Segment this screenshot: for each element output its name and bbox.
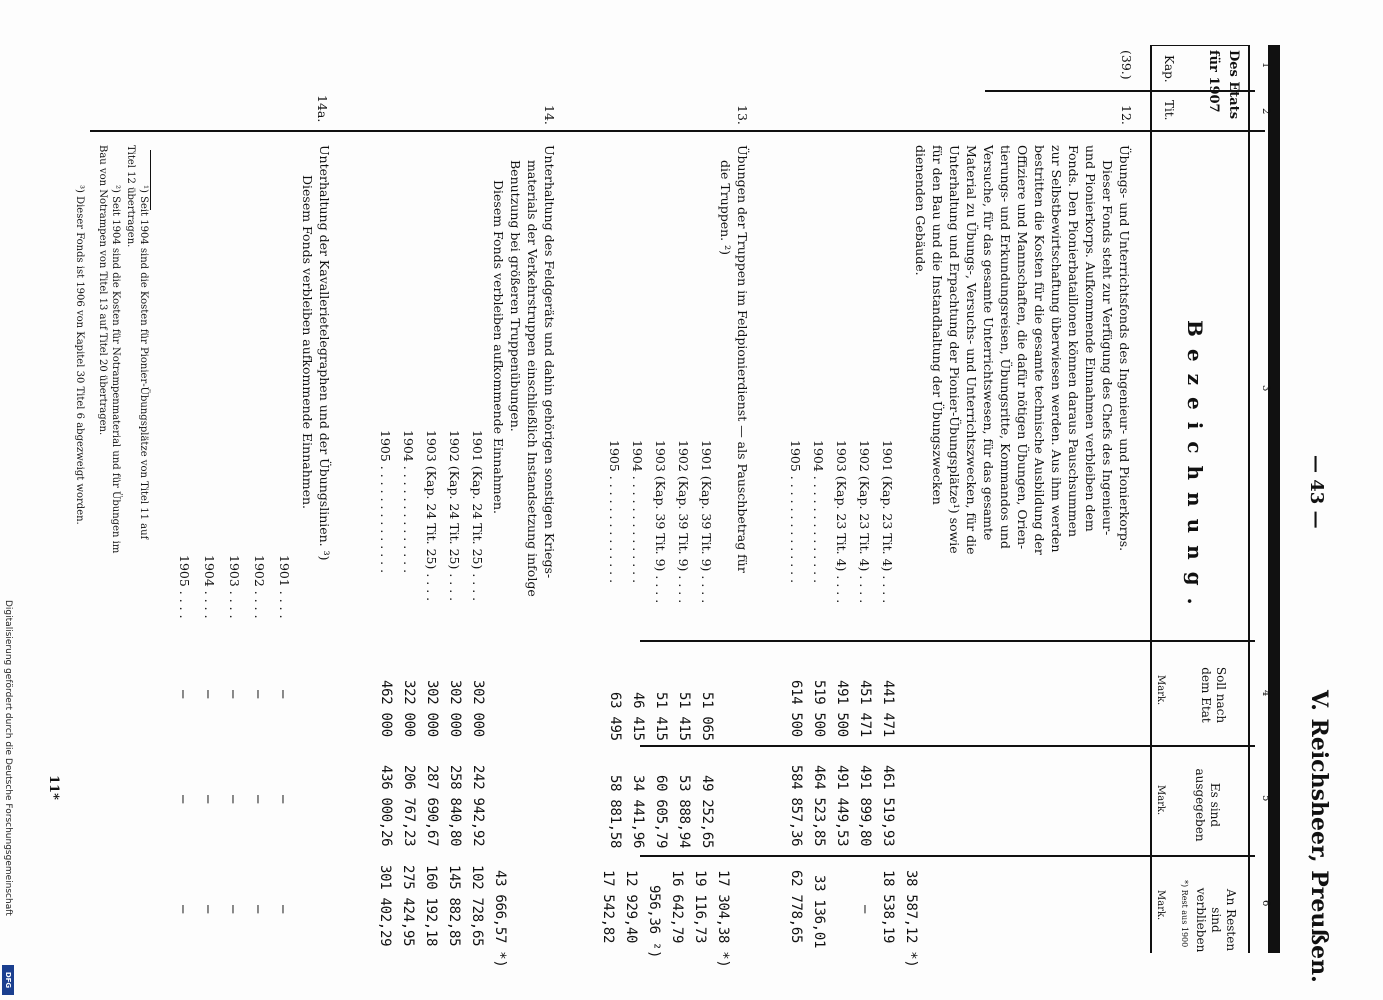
kap-header: Kap. [1162,55,1176,83]
row-13-text-0: Übungen der Truppen im Feldpionierdienst — als Pauschbetrag für [735,145,750,573]
footnote-rule [150,150,151,210]
row-14-text-3: Diesem Fonds verbleiben aufkommende Einnahmen. [491,180,506,515]
row-14-resten-1904: 160 192,18 [423,865,439,947]
row-12-text-7: tierungs- und Erkundungsreisen, Übungsritte, Kommandos und [998,145,1013,549]
row-14-ausgegeben-1902: 258 840,80 [447,765,463,847]
bezeichnung-header: Bezeichnung. [1183,320,1207,617]
row-13-ausgegeben-1904: 34 441,96 [630,775,646,849]
row-14-year-1902: 1902 (Kap. 24 Tit. 25) . . . . [447,430,462,602]
row-13-year-1903: 1903 (Kap. 39 Tit. 9) . . . . [653,440,668,604]
row-12-text-12: dienenden Gebäude. [913,145,928,276]
top-rule [1268,45,1280,953]
soll-header: Soll nach dem Etat [1199,666,1228,724]
row-12-year-1904: 1904 . . . . . . . . . . . . . . [811,440,826,584]
row-12-soll-1905: 614 500 [788,680,804,737]
resten-col-rule [640,855,1255,857]
row-13-ausgegeben-1905: 58 881,58 [607,775,623,849]
row-12-text-10: Unterhaltung und Erpachtung der Pionier-Übungsplätze¹) sowie [947,145,962,554]
row-14a-resten-1902: — [250,905,266,914]
row-12-year-1905: 1905 . . . . . . . . . . . . . . [788,440,803,584]
row-14-resten-1901: 43 666,57 *) [492,870,508,968]
row-12-year-1901: 1901 (Kap. 23 Tit. 4) . . . . [880,440,895,604]
col-number-5: 5 [1260,795,1271,802]
row-14-text-1: materials der Verkehrstruppen einschließlich Instandsetzung infolge [525,160,540,597]
tit-header: Tit. [1162,100,1176,121]
row-13-ausgegeben-1903: 60 605,79 [653,775,669,849]
resten-header: An Resten sind verblieben [1194,887,1238,953]
row-12-text-8: Versuche, für das gesamte Unterrichtswesen, für das gesamte [981,145,996,541]
page-number: — 43 — [1306,455,1327,529]
col-number-2: 2 [1260,108,1271,115]
row-13-ausgegeben-1902: 53 888,94 [676,775,692,849]
row-14-year-1904: 1904 . . . . . . . . . . . . . . [401,430,416,574]
row-12-resten-1904: 33 136,01 [811,875,827,949]
row-12-text-2: und Pionierkorps. Aufkommende Einnahmen verbleiben dem [1083,145,1098,532]
footnote-2-line-1: ²) Seit 1904 sind die Kosten für Notrampenmaterial und für Übungen im [110,185,121,554]
row-13-resten-1904: 956,36 ²) [646,885,662,959]
row-14a-soll-1901: — [275,690,291,699]
row-13-resten-1902: 19 116,73 [692,870,708,944]
row-13-soll-1903: 51 415 [653,692,669,741]
row-14-resten-total: 301 402,29 [377,865,393,947]
resten-mark: Mark. [1155,890,1166,921]
row-14-soll-1902: 302 000 [447,680,463,737]
row-12-text-9: Material zu Übungs-, Versuchs- und Unterrichtszwecken, für die [964,145,979,555]
row-12-ausgegeben-1901: 461 519,93 [880,765,896,847]
row-14-ausgegeben-1904: 206 767,23 [401,765,417,847]
col-number-1: 1 [1260,62,1271,69]
row-12-ausgegeben-1904: 464 523,85 [811,765,827,847]
row-12-text-11: für den Bau und die Instandhaltung der Übungszwecken [930,145,945,505]
row-13-soll-1904: 46 415 [630,692,646,741]
soll-col-rule [640,640,1255,642]
row-14a-ausgegeben-1903: — [225,795,241,804]
row-12-soll-1901: 441 471 [880,680,896,737]
row-12-soll-1902: 451 471 [857,680,873,737]
row-12-resten-1905: 62 778,65 [788,870,804,944]
col-number-3: 3 [1260,385,1271,392]
resten-note: *) Rest aus 1900 [1180,880,1189,948]
row-14-ausgegeben-1903: 287 690,67 [424,765,440,847]
row-13-year-1904: 1904 . . . . . . . . . . . . . . [630,440,645,584]
row-13-resten-total: 17 542,82 [600,870,616,944]
row-14-soll-1904: 322 000 [401,680,417,737]
row-14a-soll-1905: — [175,690,191,699]
row-12-text-0: Übungs- und Unterrichtsfonds des Ingenieur- und Pionierkorps. [1117,145,1132,552]
dfg-logo [2,965,14,995]
row-12-kap: (39.) [1119,50,1134,80]
row-12-soll-1903: 491 500 [834,680,850,737]
row-13-year-1902: 1902 (Kap. 39 Tit. 9) . . . . [676,440,691,604]
row-14a-resten-1905: — [175,905,191,914]
row-12-text-6: Offiziere und Mannschaften, die dafür nötigen Übungen, Orien- [1015,145,1030,550]
row-12-ausgegeben-1903: 491 449,53 [834,765,850,847]
row-12-text-4: zur Selbstbewirtschaftung überwiesen werden. Aus ihm werden [1049,145,1064,553]
row-14a-resten-1903: — [225,905,241,914]
row-13-soll-1901: 51 065 [699,692,715,741]
row-14-text-0: Unterhaltung des Feldgeräts und dahin gehörigen sonstigen Kriegs- [542,145,557,579]
row-14a-ausgegeben-1901: — [275,795,291,804]
row-12-year-1903: 1903 (Kap. 23 Tit. 4) . . . . [834,440,849,604]
row-14-resten-1902: 102 728,65 [469,865,485,947]
row-12-text-5: bestritten die Kosten für die gesamte technische Ausbildung der [1032,145,1047,555]
row-14a-text-1: Diesem Fonds verbleiben aufkommende Einnahmen. [300,175,315,510]
row-14-soll-1901: 302 000 [470,680,486,737]
row-14a-tit: 14a. [315,95,330,123]
row-12-resten-1902: 18 538,19 [880,870,896,944]
row-12-text-3: Fonds. Den Pionierbataillonen können daraus Pauschsummen [1066,145,1081,538]
row-12-resten-1901: 38 587,12 *) [903,870,919,968]
row-14a-year-1903: 1903 . . . . [227,555,242,619]
footnote-2-line-2: Bau von Notrampen von Titel 13 auf Titel 20 übertragen. [97,145,108,436]
row-13-text-1: die Truppen. ²) [718,160,733,256]
bezeichnung-col-rule [90,130,1265,132]
row-14-year-1905: 1905 . . . . . . . . . . . . . . [378,430,393,574]
row-14-resten-1905: 275 424,95 [400,865,416,947]
footnote-1-line-1: ¹) Seit 1904 sind die Kosten für Pionier-Übungsplätze von Titel 11 auf [138,185,149,540]
digitization-note: Digitalisierung gefördert durch die Deutsche Forschungsgemeinschaft [3,600,13,916]
row-13-resten-1905: 12 929,40 [623,870,639,944]
etat-sub-rule [1150,45,1250,46]
col-number-6: 6 [1260,900,1271,907]
row-12-text-1: Dieser Fonds steht zur Verfügung des Chefs des Ingenieur- [1100,160,1115,536]
row-12-year-1902: 1902 (Kap. 23 Tit. 4) . . . . [857,440,872,604]
row-13-resten-1901: 17 304,38 *) [715,870,731,968]
footnote-3: ³) Dieser Fonds ist 1906 von Kapitel 30 Titel 6 abgezweigt worden. [74,185,85,525]
header-bottom-rule [1150,45,1152,953]
soll-mark: Mark. [1155,675,1166,706]
row-13-tit: 13. [735,105,750,125]
ausgegeben-header: Es sind ausgegeben [1193,768,1222,842]
row-14-text-2: Benutzung bei größeren Truppenübungen. [508,160,523,432]
col-number-4: 4 [1260,690,1271,697]
section-title: V. Reichsheer, Preußen. [1306,690,1332,983]
row-14a-ausgegeben-1902: — [250,795,266,804]
row-14a-year-1904: 1904 . . . . [202,555,217,619]
row-14-year-1903: 1903 (Kap. 24 Tit. 25) . . . . [424,430,439,602]
ausgegeben-mark: Mark. [1155,785,1166,816]
row-14a-year-1902: 1902 . . . . [252,555,267,619]
row-14a-year-1905: 1905 . . . . [177,555,192,619]
row-14-soll-1903: 302 000 [424,680,440,737]
etat-header: Des Etats für 1907 [1206,50,1241,120]
row-12-soll-1904: 519 500 [811,680,827,737]
row-14-year-1901: 1901 (Kap. 24 Tit. 25) . . . . [470,430,485,602]
row-14a-soll-1904: — [200,690,216,699]
row-12-ausgegeben-1905: 584 857,36 [788,765,804,847]
number-row-rule [1248,45,1250,953]
row-13-soll-1902: 51 415 [676,692,692,741]
row-14a-ausgegeben-1905: — [175,795,191,804]
signature-mark: 11* [46,775,61,800]
row-13-year-1905: 1905 . . . . . . . . . . . . . . [607,440,622,584]
row-14a-resten-1901: — [275,905,291,914]
row-13-soll-1905: 63 495 [607,692,623,741]
row-12-tit: 12. [1119,105,1134,125]
row-14-tit: 14. [542,105,557,125]
row-14a-ausgegeben-1904: — [200,795,216,804]
footnote-1-line-2: Titel 12 übertragen. [125,145,136,248]
row-14a-text-0: Unterhaltung der Kavallerietelegraphen und der Übungslinien. ³) [317,145,332,561]
row-12-resten-1903: — [857,905,873,914]
row-14a-resten-1904: — [200,905,216,914]
row-14-resten-1903: 145 882,85 [446,865,462,947]
ausgegeben-col-rule [640,745,1255,747]
dfg-logo-text: DFG [4,971,12,989]
row-13-year-1901: 1901 (Kap. 39 Tit. 9) . . . . [699,440,714,604]
row-14-ausgegeben-1901: 242 942,92 [470,765,486,847]
row-13-resten-1903: 16 642,79 [669,870,685,944]
row-12-ausgegeben-1902: 491 899,80 [857,765,873,847]
row-14a-soll-1902: — [250,690,266,699]
row-14a-year-1901: 1901 . . . . [277,555,292,619]
row-14-ausgegeben-1905: 436 000,26 [378,765,394,847]
row-13-ausgegeben-1901: 49 252,65 [699,775,715,849]
row-14-soll-1905: 462 000 [378,680,394,737]
row-14a-soll-1903: — [225,690,241,699]
